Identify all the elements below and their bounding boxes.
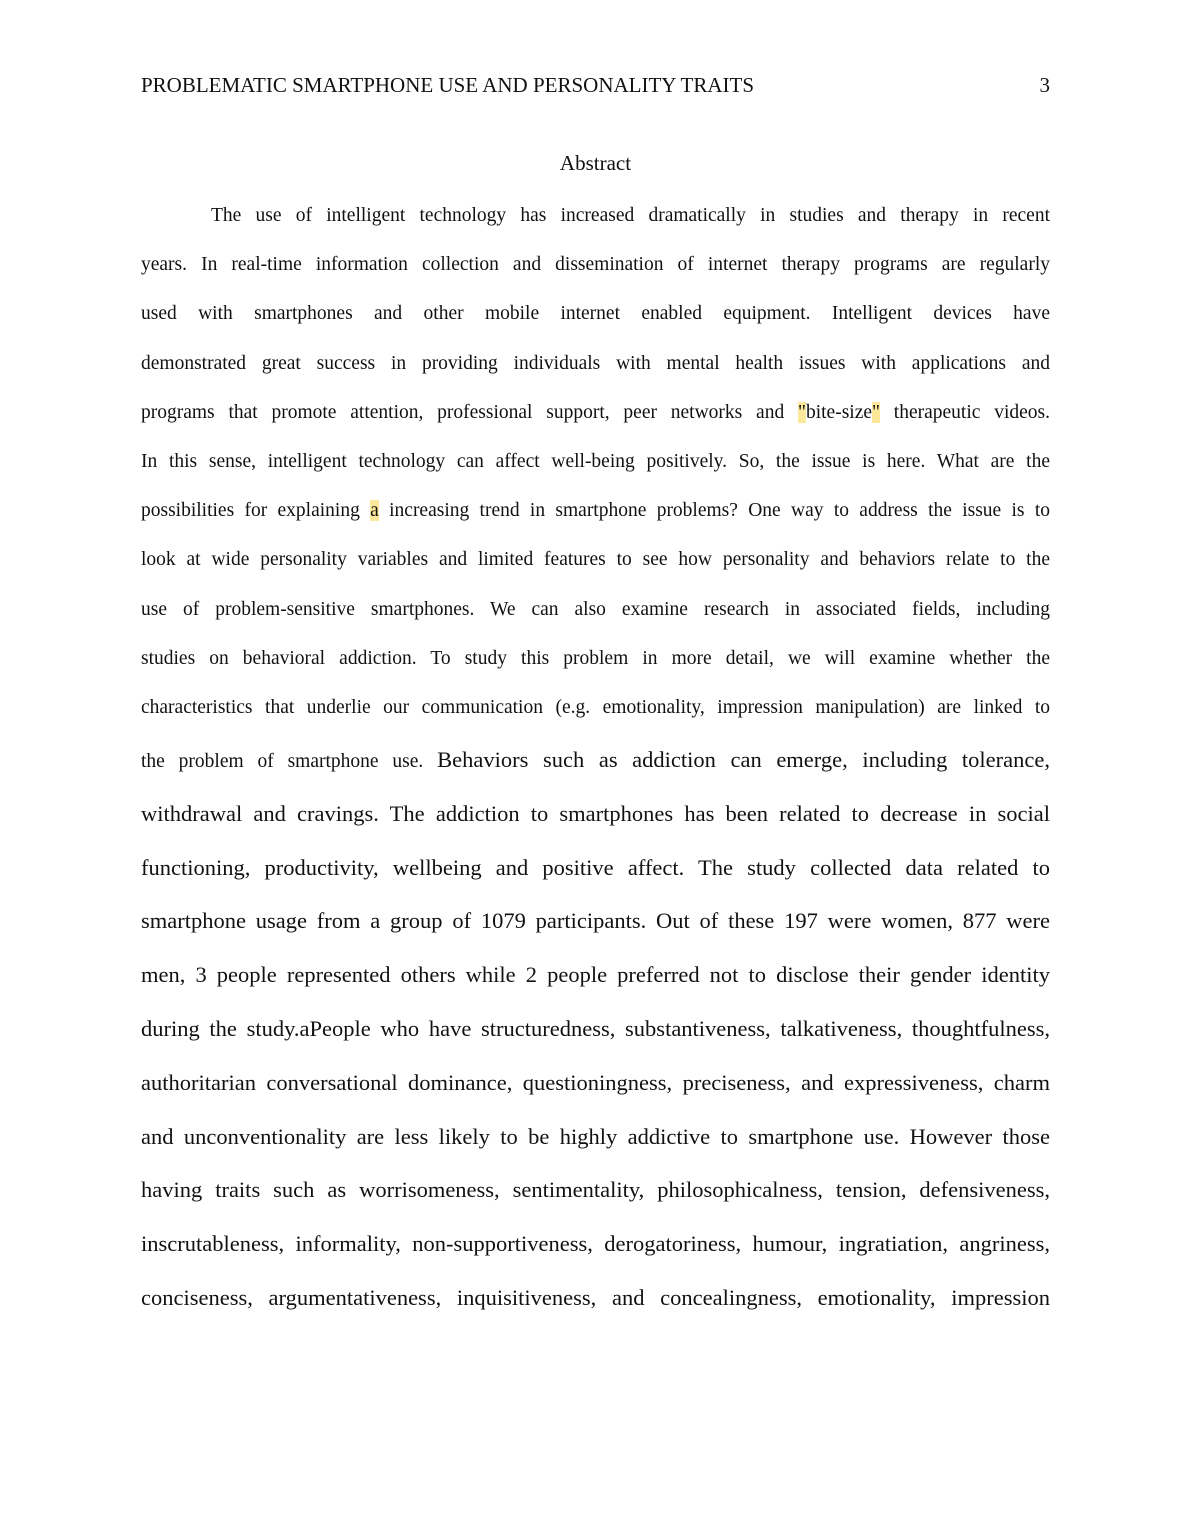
paragraph-line: inscrutableness, informality, non-supportiveness, derogatoriness, humour, ingratiation, angriness, xyxy=(141,1231,1050,1257)
paragraph-line: the problem of smartphone use. Behaviors such as addiction can emerge, including tolerance, xyxy=(141,747,1050,773)
highlighted-quote: " xyxy=(798,401,806,423)
paragraph-line: conciseness, argumentativeness, inquisitiveness, and concealingness, emotionality, impression xyxy=(141,1285,1050,1311)
paragraph-line: during the study.aPeople who have structuredness, substantiveness, talkativeness, thoughtfulness, xyxy=(141,1016,1050,1042)
paragraph-line: The use of intelligent technology has increased dramatically in studies and therapy in recent xyxy=(211,205,1050,226)
paragraph-line: In this sense, intelligent technology can affect well-being positively. So, the issue is here. What are the xyxy=(141,450,1050,472)
running-title: PROBLEMATIC SMARTPHONE USE AND PERSONALITY TRAITS xyxy=(141,73,755,97)
running-head xyxy=(141,70,1050,100)
paragraph-line: withdrawal and cravings. The addiction to smartphones has been related to decrease in social xyxy=(141,800,1050,826)
paragraph-line: smartphone usage from a group of 1079 participants. Out of these 197 were women, 877 were xyxy=(141,908,1050,934)
paragraph-line: characteristics that underlie our communication (e.g. emotionality, impression manipulation) are linked to xyxy=(141,696,1050,718)
paragraph-line: programs that promote attention, professional support, peer networks and "bite-size" therapeutic videos. xyxy=(141,401,1050,423)
paragraph-line: studies on behavioral addiction. To study this problem in more detail, we will examine whether the xyxy=(141,647,1050,669)
paragraph-line: having traits such as worrisomeness, sentimentality, philosophicalness, tension, defensiveness, xyxy=(141,1177,1050,1203)
highlighted-word: a xyxy=(370,500,379,522)
paragraph-line: possibilities for explaining a increasing trend in smartphone problems? One way to address the issue is to xyxy=(141,500,1050,522)
abstract-heading: Abstract xyxy=(559,151,632,175)
paragraph-line: years. In real-time information collection and dissemination of internet therapy programs are regularly xyxy=(141,254,1050,276)
abstract-paragraph xyxy=(141,195,1050,1328)
paragraph-line: demonstrated great success in providing individuals with mental health issues with applications and xyxy=(141,352,1050,374)
page-number: 3 xyxy=(1039,73,1050,97)
paragraph-line: men, 3 people represented others while 2 people preferred not to disclose their gender identity xyxy=(141,962,1050,988)
paragraph-line: functioning, productivity, wellbeing and positive affect. The study collected data related to xyxy=(141,854,1050,880)
paragraph-line: look at wide personality variables and limited features to see how personality and behaviors relate to the xyxy=(141,549,1050,571)
highlighted-quote: " xyxy=(872,401,880,423)
paragraph-line: used with smartphones and other mobile internet enabled equipment. Intelligent devices have xyxy=(141,303,1050,325)
paragraph-line: authoritarian conversational dominance, questioningness, preciseness, and expressiveness, charm xyxy=(141,1069,1050,1095)
paragraph-line: and unconventionality are less likely to be highly addictive to smartphone use. However those xyxy=(141,1123,1050,1149)
paragraph-line: use of problem-sensitive smartphones. We can also examine research in associated fields, including xyxy=(141,598,1050,620)
